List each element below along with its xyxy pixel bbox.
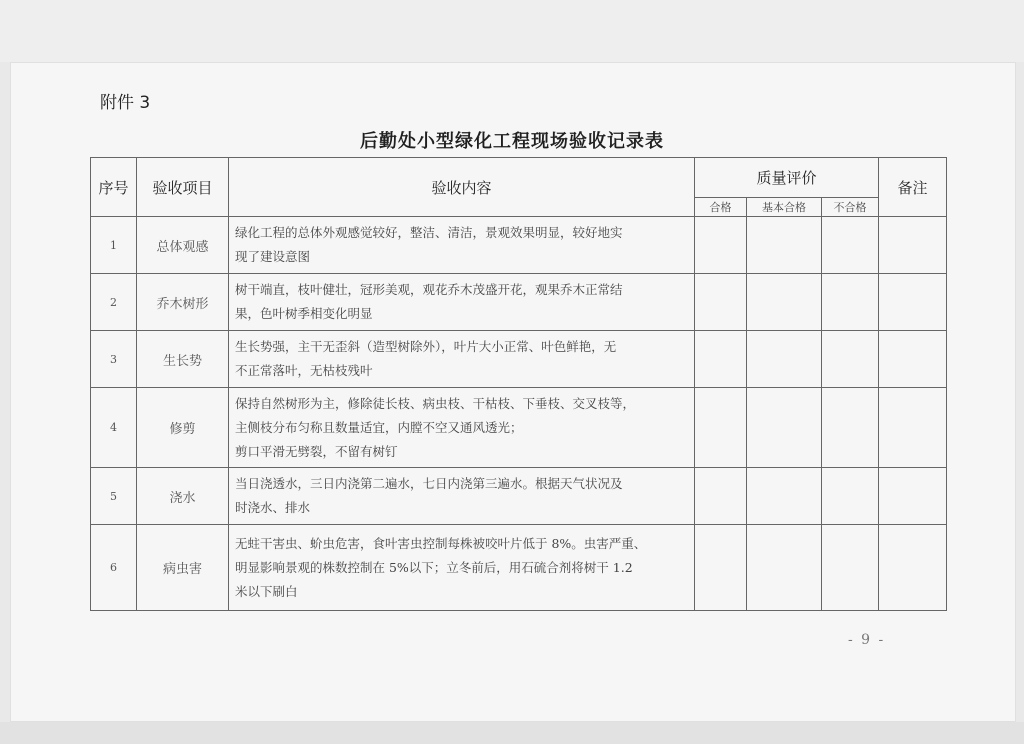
row-number: 5 bbox=[91, 468, 137, 525]
fail-cell[interactable] bbox=[822, 468, 879, 525]
basic-pass-cell[interactable] bbox=[747, 217, 822, 274]
basic-pass-cell[interactable] bbox=[747, 274, 822, 331]
fail-cell[interactable] bbox=[822, 274, 879, 331]
content-line: 明显影响景观的株数控制在 5%以下；立冬前后，用石硫合剂将树干 1.2 bbox=[235, 559, 633, 575]
basic-pass-cell[interactable] bbox=[747, 388, 822, 468]
row-item: 病虫害 bbox=[137, 525, 229, 611]
basic-pass-cell[interactable] bbox=[747, 331, 822, 388]
remarks-cell[interactable] bbox=[879, 388, 947, 468]
scan-bottom-margin bbox=[0, 722, 1024, 744]
remarks-cell[interactable] bbox=[879, 217, 947, 274]
content-line: 不正常落叶，无枯枝残叶 bbox=[235, 363, 373, 378]
content-line: 剪口平滑无劈裂，不留有树钉 bbox=[235, 443, 398, 459]
header-content: 验收内容 bbox=[229, 158, 695, 217]
row-content bbox=[229, 525, 695, 611]
header-quality: 质量评价 bbox=[695, 158, 879, 198]
row-content bbox=[229, 388, 695, 468]
content-line: 无蛀干害虫、蚧虫危害，食叶害虫控制每株被咬叶片低于 8%。虫害严重、 bbox=[235, 535, 647, 551]
remarks-cell[interactable] bbox=[879, 331, 947, 388]
attachment-label: 附件 3 bbox=[100, 93, 151, 113]
fail-cell[interactable] bbox=[822, 217, 879, 274]
content-line: 主侧枝分布匀称且数量适宜，内膛不空又通风透光； bbox=[235, 419, 523, 435]
row-number: 1 bbox=[91, 217, 137, 274]
content-line: 米以下刷白 bbox=[235, 583, 298, 599]
row-item: 总体观感 bbox=[137, 217, 229, 274]
table-row bbox=[91, 468, 947, 525]
header-seq: 序号 bbox=[91, 158, 137, 217]
pass-cell[interactable] bbox=[695, 217, 747, 274]
pass-cell[interactable] bbox=[695, 468, 747, 525]
header-remarks: 备注 bbox=[879, 158, 947, 217]
content-line: 生长势强，主干无歪斜（造型树除外），叶片大小正常、叶色鲜艳，无 bbox=[235, 339, 617, 354]
content-line: 时浇水、排水 bbox=[235, 500, 311, 515]
acceptance-record-table bbox=[90, 157, 947, 611]
header-fail: 不合格 bbox=[822, 198, 879, 217]
basic-pass-cell[interactable] bbox=[747, 468, 822, 525]
pass-cell[interactable] bbox=[695, 274, 747, 331]
row-number: 3 bbox=[91, 331, 137, 388]
header-pass: 合格 bbox=[695, 198, 747, 217]
header-item: 验收项目 bbox=[137, 158, 229, 217]
content-line: 树干端直，枝叶健壮，冠形美观，观花乔木茂盛开花，观果乔木正常结 bbox=[235, 282, 623, 297]
fail-cell[interactable] bbox=[822, 388, 879, 468]
row-number: 2 bbox=[91, 274, 137, 331]
row-item: 浇水 bbox=[137, 468, 229, 525]
row-item: 乔木树形 bbox=[137, 274, 229, 331]
header-basic-pass: 基本合格 bbox=[747, 198, 822, 217]
row-content bbox=[229, 468, 695, 525]
page-number: - 9 - bbox=[848, 632, 886, 648]
basic-pass-cell[interactable] bbox=[747, 525, 822, 611]
row-content bbox=[229, 331, 695, 388]
table-row bbox=[91, 274, 947, 331]
fail-cell[interactable] bbox=[822, 331, 879, 388]
content-line: 保持自然树形为主，修除徒长枝、病虫枝、干枯枝、下垂枝、交叉枝等， bbox=[235, 395, 636, 411]
pass-cell[interactable] bbox=[695, 388, 747, 468]
table-row bbox=[91, 217, 947, 274]
table-row bbox=[91, 525, 947, 611]
row-item: 修剪 bbox=[137, 388, 229, 468]
content-line: 当日浇透水，三日内浇第二遍水，七日内浇第三遍水。根据天气状况及 bbox=[235, 476, 623, 491]
remarks-cell[interactable] bbox=[879, 274, 947, 331]
pass-cell[interactable] bbox=[695, 331, 747, 388]
content-line: 绿化工程的总体外观感觉较好，整洁、清洁，景观效果明显，较好地实 bbox=[235, 225, 623, 240]
remarks-cell[interactable] bbox=[879, 468, 947, 525]
row-content bbox=[229, 217, 695, 274]
remarks-cell[interactable] bbox=[879, 525, 947, 611]
scan-top-margin bbox=[0, 0, 1024, 62]
row-number: 4 bbox=[91, 388, 137, 468]
table-row bbox=[91, 388, 947, 468]
fail-cell[interactable] bbox=[822, 525, 879, 611]
row-content bbox=[229, 274, 695, 331]
content-line: 现了建设意图 bbox=[235, 249, 311, 264]
table-row bbox=[91, 331, 947, 388]
row-number: 6 bbox=[91, 525, 137, 611]
content-line: 果，色叶树季相变化明显 bbox=[235, 306, 373, 321]
pass-cell[interactable] bbox=[695, 525, 747, 611]
row-item: 生长势 bbox=[137, 331, 229, 388]
document-title: 后勤处小型绿化工程现场验收记录表 bbox=[360, 131, 664, 152]
